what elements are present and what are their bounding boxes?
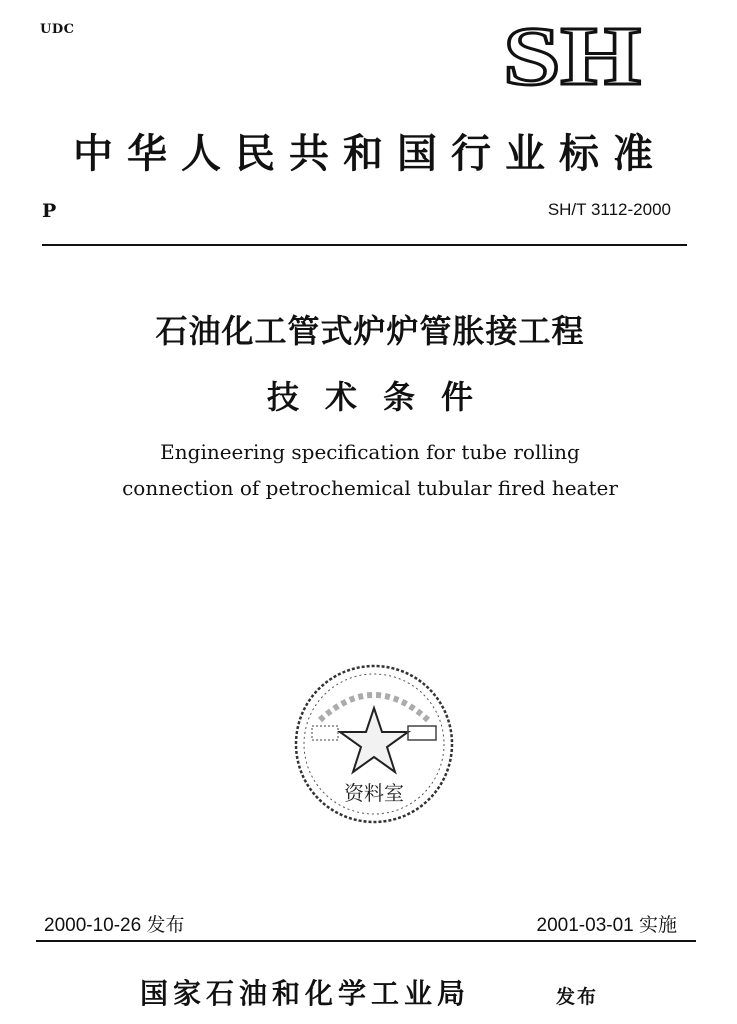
top-divider <box>42 244 687 246</box>
standard-number: SH/T 3112-2000 <box>547 200 671 219</box>
document-title-cn-line1: 石油化工管式炉炉管胀接工程 <box>155 313 585 349</box>
udc-label: UDC <box>40 22 75 37</box>
bottom-divider <box>36 940 696 942</box>
sh-logo <box>500 20 645 92</box>
standard-type-title: 中华人民共和国行业标准 <box>73 130 667 177</box>
document-title-en-line1: Engineering specification for tube rolling <box>160 440 580 464</box>
publisher-action: 发布 <box>556 987 599 1008</box>
seal-center-text: 资料室 <box>344 781 404 805</box>
archive-seal-stamp <box>290 660 458 828</box>
document-title-cn-line2: 技术条件 <box>266 379 499 415</box>
seal-star-icon <box>340 708 408 772</box>
document-title-en-line2: connection of petrochemical tubular fired heater <box>122 476 618 500</box>
classification-code: P <box>42 200 57 222</box>
seal-graphic <box>290 660 458 828</box>
issue-date: 2000-10-26 发布 <box>44 915 185 936</box>
publisher-name: 国家石油和化学工业局 <box>140 978 471 1009</box>
sh-logo-graphic <box>500 20 645 92</box>
implementation-date: 2001-03-01 实施 <box>536 915 677 936</box>
sh-logo-lettering: SH <box>503 20 641 92</box>
